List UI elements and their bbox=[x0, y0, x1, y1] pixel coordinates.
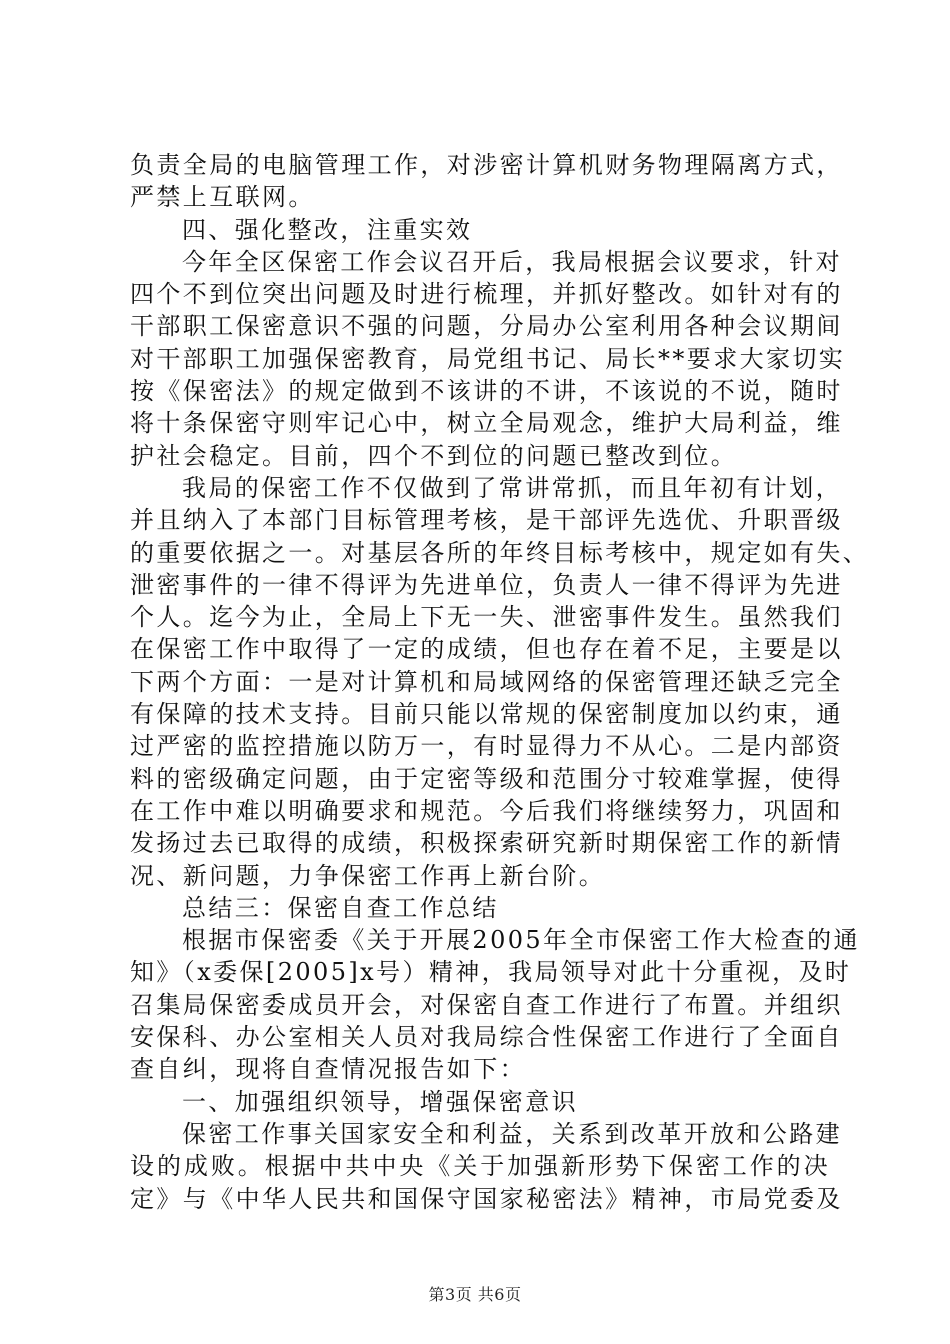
text-line: 总结三：保密自查工作总结 bbox=[182, 893, 499, 922]
text-line: 保密工作事关国家安全和利益，关系到改革开放和公路建 bbox=[182, 1119, 842, 1148]
text-line: 在工作中难以明确要求和规范。今后我们将继续努力，巩固和 bbox=[130, 796, 843, 825]
text-line: 今年全区保密工作会议召开后，我局根据会议要求，针对 bbox=[182, 247, 842, 276]
text-line: 按《保密法》的规定做到不该讲的不讲，不该说的不说，随时 bbox=[130, 377, 843, 406]
text-line: 根据市保密委《关于开展2005年全市保密工作大检查的通 bbox=[182, 926, 860, 955]
text-line: 护社会稳定。目前，四个不到位的问题已整改到位。 bbox=[130, 441, 738, 470]
text-line: 一、加强组织领导，增强保密意识 bbox=[182, 1087, 578, 1116]
text-line: 况、新问题，力争保密工作再上新台阶。 bbox=[130, 861, 606, 890]
text-line: 在保密工作中取得了一定的成绩，但也存在着不足，主要是以 bbox=[130, 635, 843, 664]
text-line: 四个不到位突出问题及时进行梳理，并抓好整改。如针对有的 bbox=[130, 280, 843, 309]
page-footer: 第3页 共6页 bbox=[428, 1285, 522, 1304]
text-line: 安保科、办公室相关人员对我局综合性保密工作进行了全面自 bbox=[130, 1023, 843, 1052]
text-line: 的重要依据之一。对基层各所的年终目标考核中，规定如有失、 bbox=[130, 538, 870, 567]
text-line: 干部职工保密意识不强的问题，分局办公室利用各种会议期间 bbox=[130, 312, 843, 341]
text-line: 个人。迄今为止，全局上下无一失、泄密事件发生。虽然我们 bbox=[130, 603, 843, 632]
text-line: 定》与《中华人民共和国保守国家秘密法》精神，市局党委及 bbox=[130, 1184, 843, 1213]
text-line: 过严密的监控措施以防万一，有时显得力不从心。二是内部资 bbox=[130, 732, 843, 761]
text-line: 对干部职工加强保密教育，局党组书记、局长**要求大家切实 bbox=[130, 344, 846, 373]
text-line: 查自纠，现将自查情况报告如下： bbox=[130, 1055, 526, 1084]
text-line: 将十条保密守则牢记心中，树立全局观念，维护大局利益，维 bbox=[130, 409, 843, 438]
text-line: 有保障的技术支持。目前只能以常规的保密制度加以约束，通 bbox=[130, 700, 843, 729]
text-line: 发扬过去已取得的成绩，积极探索研究新时期保密工作的新情 bbox=[130, 829, 843, 858]
text-line: 召集局保密委成员开会，对保密自查工作进行了布置。并组织 bbox=[130, 990, 843, 1019]
text-line: 下两个方面：一是对计算机和局域网络的保密管理还缺乏完全 bbox=[130, 667, 843, 696]
text-line: 严禁上互联网。 bbox=[130, 183, 315, 212]
text-line: 我局的保密工作不仅做到了常讲常抓，而且年初有计划， bbox=[182, 473, 842, 502]
document-body bbox=[130, 149, 870, 1215]
text-line: 泄密事件的一律不得评为先进单位，负责人一律不得评为先进 bbox=[130, 570, 843, 599]
text-line: 负责全局的电脑管理工作，对涉密计算机财务物理隔离方式， bbox=[130, 151, 843, 179]
text-line: 设的成败。根据中共中央《关于加强新形势下保密工作的决 bbox=[130, 1152, 830, 1181]
text-line: 并且纳入了本部门目标管理考核，是干部评先选优、升职晋级 bbox=[130, 506, 843, 535]
text-line: 知》（x委保[2005]x号）精神，我局领导对此十分重视，及时 bbox=[130, 958, 852, 987]
text-line: 料的密级确定问题，由于定密等级和范围分寸较难掌握，使得 bbox=[130, 764, 843, 793]
text-line: 四、强化整改，注重实效 bbox=[182, 215, 473, 244]
